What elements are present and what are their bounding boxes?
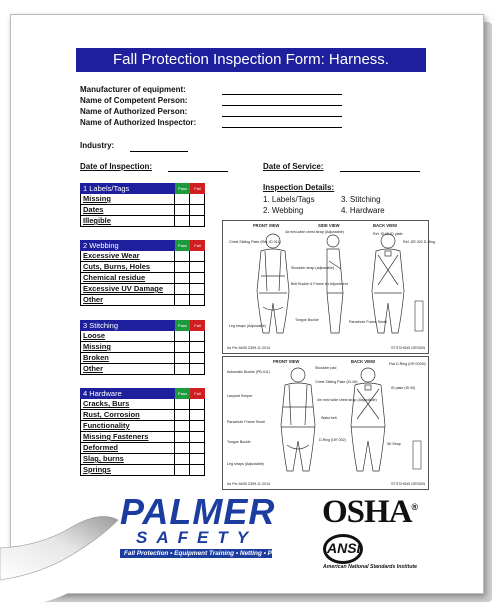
fail-header: Fail — [190, 388, 205, 399]
form-title: Fall Protection Inspection Form: Harness. — [76, 48, 426, 72]
checklist-row — [80, 342, 205, 353]
pass-box[interactable] — [174, 216, 189, 226]
detail-item: 2. Webbing — [263, 206, 304, 215]
pass-box[interactable] — [174, 421, 189, 431]
pass-box[interactable] — [174, 331, 189, 341]
fail-header: Fail — [190, 320, 205, 331]
fail-box[interactable] — [189, 331, 204, 341]
diagram-footer: STITCHING DESIGN — [391, 346, 426, 350]
item-label: Other — [83, 364, 104, 373]
date-service-line[interactable] — [340, 164, 420, 172]
section-webbing — [80, 240, 205, 306]
pass-box[interactable] — [174, 353, 189, 363]
detail-item: 1. Labels/Tags — [263, 195, 315, 204]
view-label: FRONT VIEW — [273, 359, 300, 364]
pass-box[interactable] — [174, 342, 189, 352]
section-hardware — [80, 388, 205, 476]
pass-box[interactable] — [174, 205, 189, 215]
callout: Leg straps (Adjustable) — [229, 324, 266, 328]
callout: Ref. DR 002 D-Ring — [403, 240, 435, 244]
osha-registered: ® — [411, 502, 418, 512]
detail-item: 3. Stitching — [341, 195, 381, 204]
manufacturer-line[interactable] — [222, 84, 342, 95]
checklist-row — [80, 262, 205, 273]
osha-word: OSHA — [322, 494, 412, 530]
pass-box[interactable] — [174, 262, 189, 272]
harness-drawing-bottom — [223, 357, 428, 489]
view-label: BACK VIEW — [373, 223, 397, 228]
callout: Parachute Frame Small — [227, 420, 265, 424]
industry-line[interactable] — [130, 144, 188, 152]
checklist-row — [80, 205, 205, 216]
checklist-row — [80, 465, 205, 476]
harness-drawing-top — [223, 221, 435, 353]
front-figure — [257, 234, 289, 333]
callout: Waist belt — [321, 416, 337, 420]
diagram-footer: As Per ANSI Z359.11-2014 — [227, 346, 271, 350]
stitching-design-swatch — [415, 301, 423, 331]
callout: Ref. ID 06 ID plate — [373, 232, 403, 236]
section-header — [80, 320, 205, 331]
diagram-footer: As Per ANSI Z359.11-2014 — [227, 482, 271, 486]
view-label: FRONT VIEW — [253, 223, 280, 228]
callout: Sit Strap — [387, 442, 401, 446]
section-title: 2 Webbing — [83, 241, 119, 250]
item-label: Broken — [83, 353, 109, 362]
pass-box[interactable] — [174, 465, 189, 475]
callout: Parachute Frame Small — [349, 320, 387, 324]
item-label: Loose — [83, 331, 106, 340]
detail-item: 4. Hardware — [341, 206, 385, 215]
checklist-row — [80, 410, 205, 421]
harness-diagram-bottom — [222, 356, 429, 490]
callout: Chest Sliding Plate (ID-06) — [315, 380, 358, 384]
fail-box[interactable] — [189, 262, 204, 272]
view-label: BACK VIEW — [351, 359, 375, 364]
checklist-row — [80, 331, 205, 342]
checklist-row — [80, 194, 205, 205]
section-title: 4 Hardware — [83, 389, 122, 398]
date-service-label: Date of Service: — [263, 162, 324, 171]
fail-box[interactable] — [189, 465, 204, 475]
item-label: Excessive Wear — [83, 251, 140, 260]
ansi-logo — [323, 534, 438, 574]
palmer-safety-logo — [120, 491, 281, 558]
item-label: Deformed — [83, 443, 119, 452]
checklist-row — [80, 454, 205, 465]
checklist-row — [80, 364, 205, 375]
fail-box[interactable] — [189, 251, 204, 261]
callout: Flat D-Ring (DR 002M) — [389, 362, 426, 366]
checklist-row — [80, 421, 205, 432]
item-label: Dates — [83, 205, 104, 214]
checklist-row — [80, 432, 205, 443]
details-heading: Inspection Details: — [263, 183, 335, 192]
back-figure — [372, 234, 404, 333]
section-labels-tags — [80, 183, 205, 227]
palmer-name: PALMER — [120, 491, 276, 532]
callout: Leg straps (Adjustable) — [227, 462, 264, 466]
pass-box[interactable] — [174, 194, 189, 204]
callout: Shoulder pad — [315, 366, 337, 370]
checklist-row — [80, 295, 205, 306]
item-label: Functionality — [83, 421, 130, 430]
fail-box[interactable] — [189, 295, 204, 305]
callout: Tongue Buckle — [295, 318, 319, 322]
section-header — [80, 183, 205, 194]
osha-logo — [322, 494, 417, 531]
fail-box[interactable] — [189, 353, 204, 363]
item-label: Missing Fasteners — [83, 432, 149, 441]
item-label: Cracks, Burs — [83, 399, 130, 408]
fail-box[interactable] — [189, 410, 204, 420]
pass-box[interactable] — [174, 454, 189, 464]
section-header — [80, 388, 205, 399]
item-label: Other — [83, 295, 104, 304]
date-inspection-label: Date of Inspection: — [80, 162, 153, 171]
checklist-row — [80, 216, 205, 227]
authorized-person-line[interactable] — [222, 106, 342, 117]
section-stitching — [80, 320, 205, 375]
fail-box[interactable] — [189, 273, 204, 283]
field-authorized-person: Name of Authorized Person: — [80, 107, 188, 116]
item-label: Missing — [83, 342, 111, 351]
pass-box[interactable] — [174, 432, 189, 442]
item-label: Slag, burns — [83, 454, 124, 463]
fail-box[interactable] — [189, 342, 204, 352]
item-label: Cuts, Burns, Holes — [83, 262, 151, 271]
authorized-inspector-line[interactable] — [222, 117, 342, 128]
pass-box[interactable] — [174, 443, 189, 453]
palmer-tagline: Fall Protection • Equipment Training • Netting • PPE — [120, 549, 272, 558]
item-label: Excessive UV Damage — [83, 284, 164, 293]
front-figure — [281, 368, 315, 471]
checklist-row — [80, 284, 205, 295]
pass-box[interactable] — [174, 251, 189, 261]
fail-box[interactable] — [189, 421, 204, 431]
pass-header: Pass — [175, 320, 190, 331]
inspection-details — [263, 183, 411, 215]
callout: Belt Buckle & Frame for Adjustment — [291, 282, 348, 286]
callout: Lanyard Keeper — [227, 394, 253, 398]
fail-box[interactable] — [189, 364, 204, 374]
callout: D-Ring (DR 002) — [319, 438, 346, 442]
item-label: Chemical residue — [83, 273, 146, 282]
pass-box[interactable] — [174, 284, 189, 294]
pass-box[interactable] — [174, 399, 189, 409]
palmer-sub: SAFETY — [136, 528, 258, 547]
pass-box[interactable] — [174, 295, 189, 305]
ansi-word: ANSI — [327, 540, 361, 556]
fail-box[interactable] — [189, 216, 204, 226]
field-competent-person: Name of Competent Person: — [80, 96, 188, 105]
item-label: Springs — [83, 465, 111, 474]
field-authorized-inspector: Name of Authorized Inspector: — [80, 118, 197, 127]
fail-header: Fail — [190, 240, 205, 251]
callout: Chest Sliding Plate (Ref. ID 011) — [229, 240, 281, 244]
checklist-row — [80, 399, 205, 410]
callout: Tongue Buckle — [227, 440, 251, 444]
callout: ID plate (ID 06) — [391, 386, 416, 390]
pass-box[interactable] — [174, 364, 189, 374]
fail-box[interactable] — [189, 399, 204, 409]
section-title: 1 Labels/Tags — [83, 184, 130, 193]
section-title: 3 Stitching — [83, 321, 119, 330]
pass-header: Pass — [175, 388, 190, 399]
view-label: SIDE VIEW — [318, 223, 340, 228]
info-entry-lines — [222, 84, 342, 128]
pass-box[interactable] — [174, 410, 189, 420]
info-labels — [80, 84, 196, 128]
checklist-row — [80, 443, 205, 454]
item-label: Illegible — [83, 216, 111, 225]
item-label: Missing — [83, 194, 111, 203]
callout: 4a mini-wide chest strap (Adjustable) — [285, 230, 344, 234]
date-inspection-line[interactable] — [168, 164, 228, 172]
callout: 4m mini wide chest strap (Adjustable) — [317, 398, 377, 402]
pass-header: Pass — [175, 183, 190, 194]
competent-person-line[interactable] — [222, 95, 342, 106]
industry-label: Industry: — [80, 141, 115, 150]
fail-box[interactable] — [189, 194, 204, 204]
pass-box[interactable] — [174, 273, 189, 283]
fail-box[interactable] — [189, 443, 204, 453]
harness-diagram-top — [222, 220, 435, 354]
diagram-footer: STITCHING DESIGN — [391, 482, 426, 486]
stitching-design-swatch — [413, 441, 421, 469]
item-label: Rust, Corrosion — [83, 410, 140, 419]
fail-box[interactable] — [189, 454, 204, 464]
fail-box[interactable] — [189, 284, 204, 294]
fail-box[interactable] — [189, 205, 204, 215]
section-header — [80, 240, 205, 251]
page-curl — [0, 498, 130, 608]
ansi-fullname: American National Standards Institute — [323, 564, 417, 570]
checklist-row — [80, 251, 205, 262]
fail-header: Fail — [190, 183, 205, 194]
field-manufacturer: Manufacturer of equipment: — [80, 85, 186, 94]
pass-header: Pass — [175, 240, 190, 251]
checklist-row — [80, 273, 205, 284]
callout: Automatic Buckle (PB-011) — [227, 370, 270, 374]
callout: Shoulder strap (adjustable) — [291, 266, 335, 270]
fail-box[interactable] — [189, 432, 204, 442]
checklist-row — [80, 353, 205, 364]
